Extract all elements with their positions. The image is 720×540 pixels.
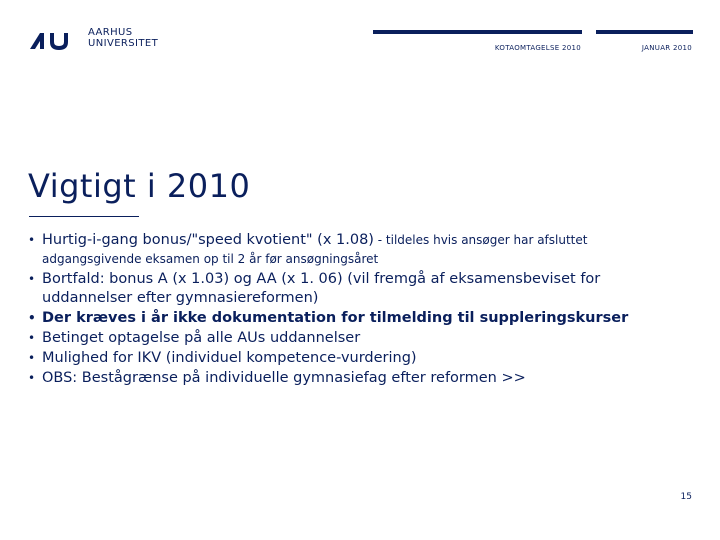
logo-line-1: AARHUS bbox=[88, 27, 133, 38]
bullet-list bbox=[28, 231, 678, 388]
bullet-text: Bortfald: bonus A (x 1.03) og AA (x 1. 06) (vil fremgå af eksamensbeviset for uddannelser efter gymnasiereformen) bbox=[42, 271, 601, 306]
bullet-item bbox=[28, 231, 678, 269]
university-name bbox=[88, 27, 158, 49]
header-section-label: KOTAOMTAGELSE 2010 bbox=[494, 44, 581, 52]
bullet-item bbox=[28, 349, 678, 368]
bullet-dot-icon: • bbox=[28, 233, 36, 247]
bullet-item bbox=[28, 369, 678, 388]
bullet-dot-icon: • bbox=[28, 331, 36, 345]
slide-title: Vigtigt i 2010 bbox=[28, 167, 251, 205]
bullet-text: Mulighed for IKV (individuel kompetence-vurdering) bbox=[42, 350, 417, 366]
bullet-dot-icon: • bbox=[28, 311, 36, 325]
header-bar-right bbox=[596, 30, 693, 34]
bullet-dot-icon: • bbox=[28, 351, 36, 365]
bullet-subtext: - tildeles hvis ansøger har afsluttet adgangsgivende eksamen op til 2 år før ansøgningsåret bbox=[42, 233, 588, 266]
header-bar-left bbox=[373, 30, 582, 34]
bullet-text: OBS: Bestågrænse på individuelle gymnasiefag efter reformen >> bbox=[42, 370, 526, 386]
aarhus-university-logo-icon bbox=[28, 27, 76, 51]
bullet-dot-icon: • bbox=[28, 272, 36, 286]
bullet-item bbox=[28, 309, 678, 328]
header-date-label: JANUAR 2010 bbox=[641, 44, 692, 52]
bullet-dot-icon: • bbox=[28, 371, 36, 385]
bullet-text: Betinget optagelse på alle AUs uddannelser bbox=[42, 330, 361, 346]
bullet-item bbox=[28, 329, 678, 348]
bullet-item bbox=[28, 270, 678, 308]
bullet-text: Hurtig-i-gang bonus/"speed kvotient" (x 1.08) bbox=[42, 232, 374, 248]
bullet-text: Der kræves i år ikke dokumentation for tilmelding til suppleringskurser bbox=[42, 310, 629, 326]
page-number: 15 bbox=[680, 492, 692, 502]
title-underline bbox=[29, 216, 139, 217]
logo-line-2: UNIVERSITET bbox=[88, 38, 159, 49]
